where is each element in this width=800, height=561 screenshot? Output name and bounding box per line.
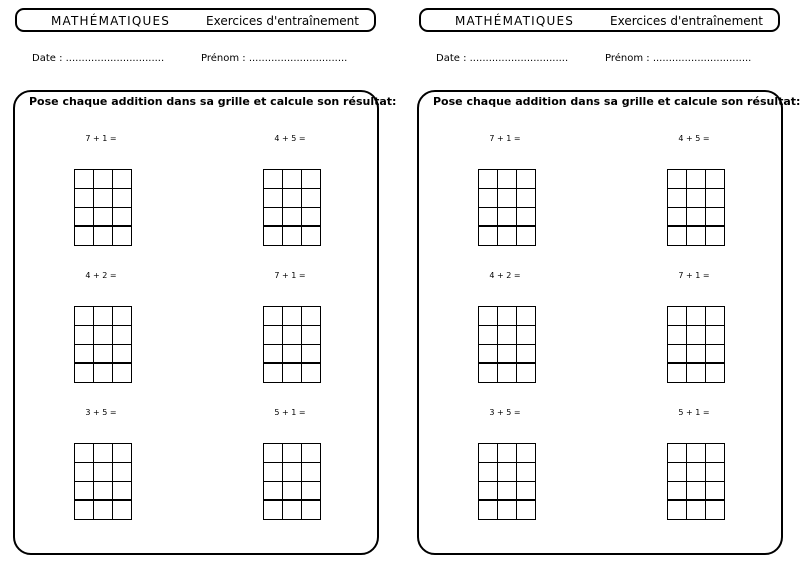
date-field[interactable]: Date : ............................... xyxy=(32,53,165,64)
answer-grid[interactable] xyxy=(263,306,321,383)
answer-grid[interactable] xyxy=(263,443,321,520)
title-banner xyxy=(15,8,376,32)
answer-grid[interactable] xyxy=(478,169,536,246)
worksheet-left xyxy=(0,0,397,561)
problem-expression: 4 + 5 = xyxy=(678,134,710,143)
answer-grid[interactable] xyxy=(478,443,536,520)
answer-grid[interactable] xyxy=(263,169,321,246)
prenom-field[interactable]: Prénom : ............................... xyxy=(201,53,348,64)
problem-expression: 3 + 5 = xyxy=(85,408,117,417)
problem-expression: 7 + 1 = xyxy=(678,271,710,280)
answer-grid[interactable] xyxy=(667,443,725,520)
worksheet-right xyxy=(404,0,800,561)
subject-title: MATHÉMATIQUES xyxy=(51,14,171,28)
prenom-field[interactable]: Prénom : ............................... xyxy=(605,53,752,64)
problem-expression: 4 + 2 = xyxy=(85,271,117,280)
problem-expression: 7 + 1 = xyxy=(274,271,306,280)
instruction-text: Pose chaque addition dans sa grille et calcule son résultat: xyxy=(29,95,397,108)
answer-grid[interactable] xyxy=(74,306,132,383)
exercise-panel xyxy=(417,90,800,555)
answer-grid[interactable] xyxy=(667,306,725,383)
exercise-type: Exercices d'entraînement xyxy=(206,14,359,28)
problem-expression: 3 + 5 = xyxy=(489,408,521,417)
problem-expression: 7 + 1 = xyxy=(85,134,117,143)
answer-grid[interactable] xyxy=(667,169,725,246)
problem-expression: 4 + 2 = xyxy=(489,271,521,280)
date-field[interactable]: Date : ............................... xyxy=(436,53,569,64)
exercise-type: Exercices d'entraînement xyxy=(610,14,763,28)
problem-expression: 5 + 1 = xyxy=(274,408,306,417)
answer-grid[interactable] xyxy=(74,169,132,246)
problem-expression: 7 + 1 = xyxy=(489,134,521,143)
instruction-text: Pose chaque addition dans sa grille et calcule son résultat: xyxy=(433,95,800,108)
exercise-panel xyxy=(13,90,397,555)
subject-title: MATHÉMATIQUES xyxy=(455,14,575,28)
answer-grid[interactable] xyxy=(74,443,132,520)
answer-grid[interactable] xyxy=(478,306,536,383)
problem-expression: 5 + 1 = xyxy=(678,408,710,417)
problem-expression: 4 + 5 = xyxy=(274,134,306,143)
title-banner xyxy=(419,8,780,32)
